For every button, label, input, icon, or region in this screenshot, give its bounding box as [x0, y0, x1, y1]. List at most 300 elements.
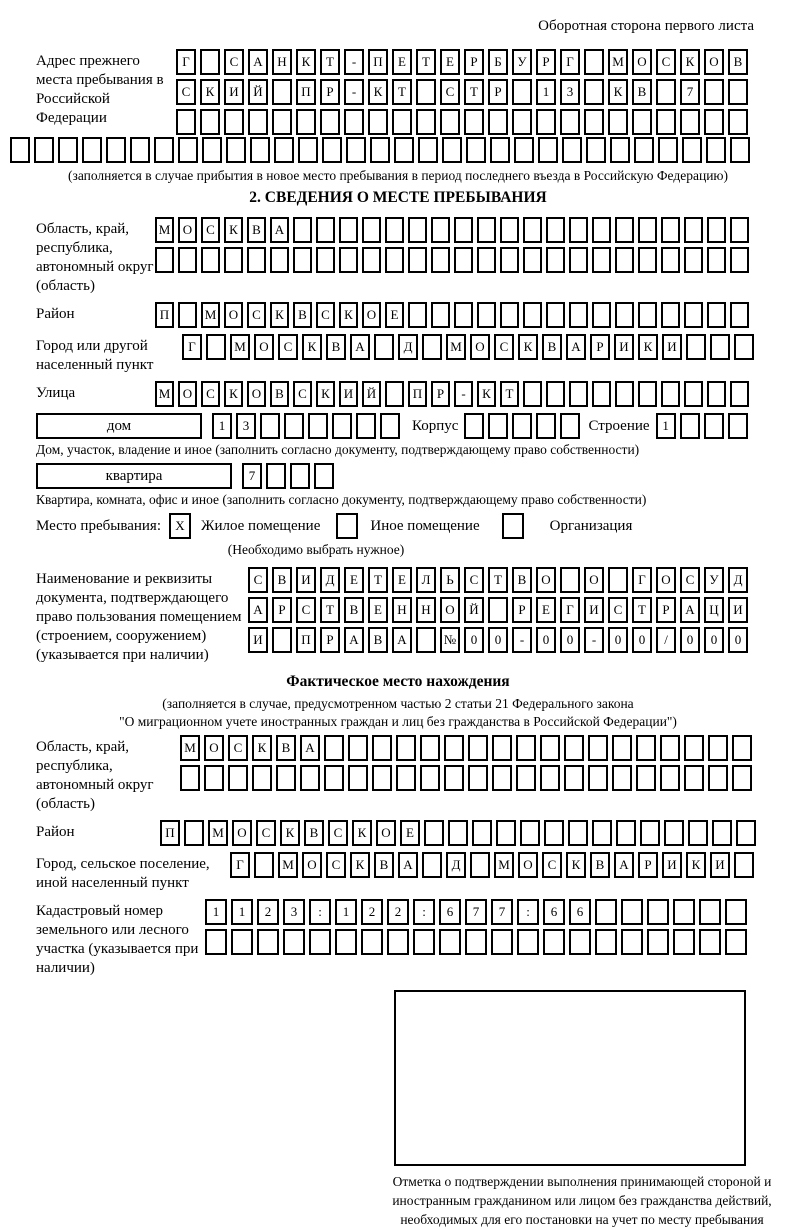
char-box[interactable]: О — [254, 334, 274, 360]
char-box[interactable] — [385, 381, 404, 407]
char-box[interactable]: Н — [392, 597, 412, 623]
char-box[interactable] — [468, 765, 488, 791]
char-box[interactable] — [431, 247, 450, 273]
char-box[interactable] — [465, 929, 487, 955]
char-box[interactable]: П — [296, 79, 316, 105]
char-box[interactable] — [308, 413, 328, 439]
char-box[interactable]: О — [224, 302, 243, 328]
char-box[interactable] — [309, 929, 331, 955]
char-box[interactable] — [260, 413, 280, 439]
checkbox-organization[interactable] — [502, 513, 524, 539]
char-box[interactable] — [387, 929, 409, 955]
char-box[interactable] — [370, 137, 390, 163]
char-box[interactable]: И — [224, 79, 244, 105]
char-box[interactable]: Г — [560, 49, 580, 75]
char-box[interactable]: И — [728, 597, 748, 623]
char-box[interactable] — [408, 247, 427, 273]
char-box[interactable] — [296, 109, 316, 135]
char-box[interactable] — [293, 217, 312, 243]
char-box[interactable]: А — [614, 852, 634, 878]
char-box[interactable]: Н — [272, 49, 292, 75]
char-box[interactable]: Р — [590, 334, 610, 360]
char-box[interactable] — [612, 735, 632, 761]
char-box[interactable]: У — [704, 567, 724, 593]
char-box[interactable]: 0 — [536, 627, 556, 653]
char-box[interactable]: К — [477, 381, 496, 407]
char-box[interactable] — [178, 137, 198, 163]
char-box[interactable] — [734, 334, 754, 360]
char-box[interactable] — [270, 247, 289, 273]
char-box[interactable]: К — [296, 49, 316, 75]
char-box[interactable]: В — [293, 302, 312, 328]
char-box[interactable] — [247, 247, 266, 273]
char-box[interactable] — [468, 735, 488, 761]
char-box[interactable]: А — [344, 627, 364, 653]
char-box[interactable] — [546, 381, 565, 407]
char-box[interactable]: 1 — [231, 899, 253, 925]
char-box[interactable] — [730, 302, 749, 328]
char-box[interactable] — [560, 109, 580, 135]
char-box[interactable]: В — [368, 627, 388, 653]
char-box[interactable] — [588, 735, 608, 761]
char-box[interactable] — [422, 852, 442, 878]
char-box[interactable] — [10, 137, 30, 163]
char-box[interactable] — [615, 381, 634, 407]
char-box[interactable]: В — [728, 49, 748, 75]
char-box[interactable] — [544, 820, 564, 846]
char-box[interactable]: С — [608, 597, 628, 623]
char-box[interactable] — [180, 765, 200, 791]
char-box[interactable]: С — [542, 852, 562, 878]
char-box[interactable]: С — [326, 852, 346, 878]
char-box[interactable]: С — [278, 334, 298, 360]
char-box[interactable]: 7 — [465, 899, 487, 925]
char-box[interactable]: О — [656, 567, 676, 593]
char-box[interactable] — [380, 413, 400, 439]
char-box[interactable] — [339, 217, 358, 243]
char-box[interactable] — [569, 381, 588, 407]
char-box[interactable] — [290, 463, 310, 489]
char-box[interactable]: Р — [272, 597, 292, 623]
char-box[interactable] — [520, 820, 540, 846]
char-box[interactable] — [416, 109, 436, 135]
char-box[interactable] — [584, 79, 604, 105]
char-box[interactable] — [728, 79, 748, 105]
char-box[interactable]: Й — [248, 79, 268, 105]
char-box[interactable]: О — [178, 217, 197, 243]
char-box[interactable] — [408, 302, 427, 328]
char-box[interactable]: В — [270, 381, 289, 407]
char-box[interactable]: А — [248, 597, 268, 623]
char-box[interactable]: В — [632, 79, 652, 105]
char-box[interactable]: О — [470, 334, 490, 360]
char-box[interactable]: С — [256, 820, 276, 846]
char-box[interactable]: С — [228, 735, 248, 761]
char-box[interactable] — [616, 820, 636, 846]
char-box[interactable]: К — [252, 735, 272, 761]
char-box[interactable]: И — [662, 334, 682, 360]
char-box[interactable] — [324, 735, 344, 761]
char-box[interactable] — [710, 334, 730, 360]
char-box[interactable]: Г — [632, 567, 652, 593]
char-box[interactable] — [250, 137, 270, 163]
char-box[interactable]: И — [662, 852, 682, 878]
char-box[interactable] — [707, 381, 726, 407]
char-box[interactable] — [224, 247, 243, 273]
char-box[interactable] — [706, 137, 726, 163]
char-box[interactable]: Т — [488, 567, 508, 593]
char-box[interactable] — [200, 109, 220, 135]
char-box[interactable] — [424, 820, 444, 846]
char-box[interactable] — [730, 381, 749, 407]
cadastral-row2[interactable] — [205, 929, 747, 955]
char-box[interactable] — [316, 217, 335, 243]
char-box[interactable]: № — [440, 627, 460, 653]
char-box[interactable]: 0 — [728, 627, 748, 653]
char-box[interactable]: 7 — [680, 79, 700, 105]
char-box[interactable]: Е — [368, 597, 388, 623]
char-box[interactable] — [523, 381, 542, 407]
char-box[interactable] — [420, 765, 440, 791]
char-box[interactable]: В — [590, 852, 610, 878]
char-box[interactable]: К — [352, 820, 372, 846]
char-box[interactable] — [201, 247, 220, 273]
char-box[interactable] — [595, 929, 617, 955]
char-box[interactable] — [592, 302, 611, 328]
char-box[interactable] — [362, 247, 381, 273]
apartment-cells[interactable] — [242, 463, 334, 489]
char-box[interactable] — [206, 334, 226, 360]
char-box[interactable] — [540, 735, 560, 761]
char-box[interactable] — [564, 735, 584, 761]
char-box[interactable]: К — [339, 302, 358, 328]
char-box[interactable]: С — [247, 302, 266, 328]
char-box[interactable] — [266, 463, 286, 489]
char-box[interactable] — [562, 137, 582, 163]
char-box[interactable] — [252, 765, 272, 791]
fact-region-row1[interactable] — [180, 735, 752, 761]
char-box[interactable]: Г — [230, 852, 250, 878]
char-box[interactable]: К — [680, 49, 700, 75]
char-box[interactable] — [464, 413, 484, 439]
char-box[interactable]: М — [446, 334, 466, 360]
char-box[interactable] — [615, 302, 634, 328]
char-box[interactable] — [202, 137, 222, 163]
char-box[interactable]: Н — [416, 597, 436, 623]
char-box[interactable]: К — [638, 334, 658, 360]
char-box[interactable]: В — [344, 597, 364, 623]
char-box[interactable] — [431, 302, 450, 328]
char-box[interactable]: 0 — [488, 627, 508, 653]
char-box[interactable] — [732, 735, 752, 761]
char-box[interactable] — [634, 137, 654, 163]
char-box[interactable]: К — [608, 79, 628, 105]
char-box[interactable]: О — [247, 381, 266, 407]
document-row1[interactable] — [248, 567, 748, 593]
char-box[interactable]: С — [296, 597, 316, 623]
char-box[interactable]: 1 — [335, 899, 357, 925]
char-box[interactable]: Ь — [440, 567, 460, 593]
char-box[interactable] — [130, 137, 150, 163]
char-box[interactable] — [224, 109, 244, 135]
char-box[interactable] — [416, 79, 436, 105]
char-box[interactable] — [339, 247, 358, 273]
char-box[interactable] — [178, 247, 197, 273]
char-box[interactable]: Р — [656, 597, 676, 623]
char-box[interactable]: А — [270, 217, 289, 243]
char-box[interactable] — [416, 627, 436, 653]
char-box[interactable] — [516, 735, 536, 761]
char-box[interactable] — [324, 765, 344, 791]
char-box[interactable]: Т — [320, 597, 340, 623]
char-box[interactable] — [298, 137, 318, 163]
char-box[interactable]: 2 — [361, 899, 383, 925]
char-box[interactable] — [725, 899, 747, 925]
char-box[interactable]: Й — [464, 597, 484, 623]
char-box[interactable] — [335, 929, 357, 955]
char-box[interactable] — [257, 929, 279, 955]
char-box[interactable]: М — [201, 302, 220, 328]
char-box[interactable] — [512, 79, 532, 105]
char-box[interactable] — [707, 302, 726, 328]
char-box[interactable] — [704, 79, 724, 105]
char-box[interactable]: Ц — [704, 597, 724, 623]
char-box[interactable]: Д — [728, 567, 748, 593]
char-box[interactable] — [656, 109, 676, 135]
char-box[interactable] — [636, 735, 656, 761]
char-box[interactable]: : — [517, 899, 539, 925]
char-box[interactable] — [314, 463, 334, 489]
char-box[interactable]: К — [302, 334, 322, 360]
char-box[interactable] — [569, 217, 588, 243]
char-box[interactable]: Р — [638, 852, 658, 878]
char-box[interactable] — [560, 567, 580, 593]
char-box[interactable]: О — [632, 49, 652, 75]
char-box[interactable]: О — [302, 852, 322, 878]
char-box[interactable]: 1 — [536, 79, 556, 105]
char-box[interactable]: К — [224, 217, 243, 243]
district-row[interactable] — [155, 302, 749, 328]
char-box[interactable] — [661, 381, 680, 407]
char-box[interactable] — [632, 109, 652, 135]
char-box[interactable] — [254, 852, 274, 878]
char-box[interactable] — [728, 413, 748, 439]
char-box[interactable] — [704, 109, 724, 135]
char-box[interactable] — [680, 109, 700, 135]
char-box[interactable]: Г — [560, 597, 580, 623]
char-box[interactable] — [638, 381, 657, 407]
char-box[interactable] — [322, 137, 342, 163]
char-box[interactable]: М — [155, 217, 174, 243]
char-box[interactable]: В — [512, 567, 532, 593]
char-box[interactable] — [546, 217, 565, 243]
char-box[interactable]: К — [566, 852, 586, 878]
char-box[interactable] — [684, 381, 703, 407]
char-box[interactable] — [492, 735, 512, 761]
char-box[interactable] — [661, 217, 680, 243]
char-box[interactable]: Л — [416, 567, 436, 593]
char-box[interactable] — [621, 929, 643, 955]
char-box[interactable]: О — [204, 735, 224, 761]
char-box[interactable]: Р — [464, 49, 484, 75]
char-box[interactable] — [523, 217, 542, 243]
city-row[interactable] — [182, 334, 754, 360]
char-box[interactable] — [272, 109, 292, 135]
char-box[interactable]: В — [542, 334, 562, 360]
char-box[interactable] — [699, 899, 721, 925]
char-box[interactable]: Т — [392, 79, 412, 105]
char-box[interactable] — [454, 217, 473, 243]
char-box[interactable] — [636, 765, 656, 791]
char-box[interactable] — [517, 929, 539, 955]
char-box[interactable]: С — [494, 334, 514, 360]
char-box[interactable] — [610, 137, 630, 163]
house-number-cells[interactable] — [212, 413, 400, 439]
char-box[interactable] — [673, 929, 695, 955]
char-box[interactable]: В — [326, 334, 346, 360]
char-box[interactable]: М — [608, 49, 628, 75]
char-box[interactable] — [592, 820, 612, 846]
char-box[interactable] — [372, 765, 392, 791]
char-box[interactable] — [730, 137, 750, 163]
char-box[interactable]: П — [155, 302, 174, 328]
char-box[interactable] — [418, 137, 438, 163]
char-box[interactable] — [464, 109, 484, 135]
char-box[interactable]: В — [272, 567, 292, 593]
char-box[interactable]: Т — [320, 49, 340, 75]
char-box[interactable]: И — [296, 567, 316, 593]
char-box[interactable] — [58, 137, 78, 163]
char-box[interactable] — [346, 137, 366, 163]
char-box[interactable] — [385, 247, 404, 273]
char-box[interactable]: В — [276, 735, 296, 761]
char-box[interactable]: Е — [344, 567, 364, 593]
char-box[interactable] — [420, 735, 440, 761]
char-box[interactable] — [454, 247, 473, 273]
char-box[interactable] — [612, 765, 632, 791]
char-box[interactable]: 7 — [491, 899, 513, 925]
char-box[interactable]: Т — [500, 381, 519, 407]
char-box[interactable] — [184, 820, 204, 846]
char-box[interactable] — [385, 217, 404, 243]
char-box[interactable]: А — [566, 334, 586, 360]
char-box[interactable] — [640, 820, 660, 846]
char-box[interactable] — [372, 735, 392, 761]
char-box[interactable] — [361, 929, 383, 955]
char-box[interactable] — [660, 735, 680, 761]
char-box[interactable] — [205, 929, 227, 955]
char-box[interactable] — [200, 49, 220, 75]
char-box[interactable]: 0 — [680, 627, 700, 653]
char-box[interactable]: А — [248, 49, 268, 75]
char-box[interactable] — [712, 820, 732, 846]
char-box[interactable]: Д — [320, 567, 340, 593]
char-box[interactable]: Т — [368, 567, 388, 593]
char-box[interactable]: - — [344, 49, 364, 75]
char-box[interactable]: О — [232, 820, 252, 846]
char-box[interactable] — [226, 137, 246, 163]
char-box[interactable] — [176, 109, 196, 135]
char-box[interactable]: Е — [440, 49, 460, 75]
char-box[interactable]: О — [518, 852, 538, 878]
char-box[interactable]: К — [350, 852, 370, 878]
char-box[interactable] — [470, 852, 490, 878]
char-box[interactable]: М — [155, 381, 174, 407]
char-box[interactable]: 6 — [439, 899, 461, 925]
char-box[interactable]: С — [201, 381, 220, 407]
char-box[interactable] — [472, 820, 492, 846]
char-box[interactable] — [283, 929, 305, 955]
char-box[interactable]: 0 — [560, 627, 580, 653]
char-box[interactable] — [546, 302, 565, 328]
char-box[interactable] — [568, 820, 588, 846]
char-box[interactable] — [491, 929, 513, 955]
char-box[interactable] — [248, 109, 268, 135]
char-box[interactable]: 0 — [704, 627, 724, 653]
char-box[interactable] — [540, 765, 560, 791]
char-box[interactable] — [500, 217, 519, 243]
char-box[interactable] — [344, 109, 364, 135]
char-box[interactable] — [454, 302, 473, 328]
char-box[interactable]: Р — [488, 79, 508, 105]
char-box[interactable] — [496, 820, 516, 846]
char-box[interactable] — [523, 302, 542, 328]
char-box[interactable] — [332, 413, 352, 439]
region-row2[interactable] — [155, 247, 749, 273]
char-box[interactable]: Р — [320, 627, 340, 653]
char-box[interactable] — [488, 109, 508, 135]
char-box[interactable] — [300, 765, 320, 791]
char-box[interactable] — [516, 765, 536, 791]
prev-address-row3[interactable] — [176, 109, 748, 135]
char-box[interactable]: П — [160, 820, 180, 846]
char-box[interactable]: С — [464, 567, 484, 593]
char-box[interactable]: О — [584, 567, 604, 593]
char-box[interactable]: 1 — [656, 413, 676, 439]
char-box[interactable] — [684, 302, 703, 328]
char-box[interactable]: О — [440, 597, 460, 623]
char-box[interactable] — [500, 247, 519, 273]
char-box[interactable]: А — [350, 334, 370, 360]
char-box[interactable]: Е — [536, 597, 556, 623]
char-box[interactable]: С — [680, 567, 700, 593]
char-box[interactable]: Т — [416, 49, 436, 75]
checkbox-living[interactable]: X — [169, 513, 191, 539]
char-box[interactable]: П — [296, 627, 316, 653]
char-box[interactable] — [392, 109, 412, 135]
char-box[interactable] — [730, 247, 749, 273]
char-box[interactable] — [608, 109, 628, 135]
char-box[interactable] — [569, 247, 588, 273]
char-box[interactable] — [660, 765, 680, 791]
char-box[interactable] — [638, 247, 657, 273]
char-box[interactable] — [536, 413, 556, 439]
char-box[interactable] — [584, 49, 604, 75]
char-box[interactable]: 7 — [242, 463, 262, 489]
fact-district-row[interactable] — [160, 820, 756, 846]
char-box[interactable]: С — [176, 79, 196, 105]
char-box[interactable]: 3 — [236, 413, 256, 439]
korpus-cells[interactable] — [464, 413, 580, 439]
char-box[interactable]: М — [180, 735, 200, 761]
char-box[interactable] — [276, 765, 296, 791]
char-box[interactable] — [348, 735, 368, 761]
char-box[interactable] — [536, 109, 556, 135]
char-box[interactable] — [272, 79, 292, 105]
char-box[interactable] — [204, 765, 224, 791]
char-box[interactable] — [725, 929, 747, 955]
char-box[interactable]: Е — [392, 567, 412, 593]
